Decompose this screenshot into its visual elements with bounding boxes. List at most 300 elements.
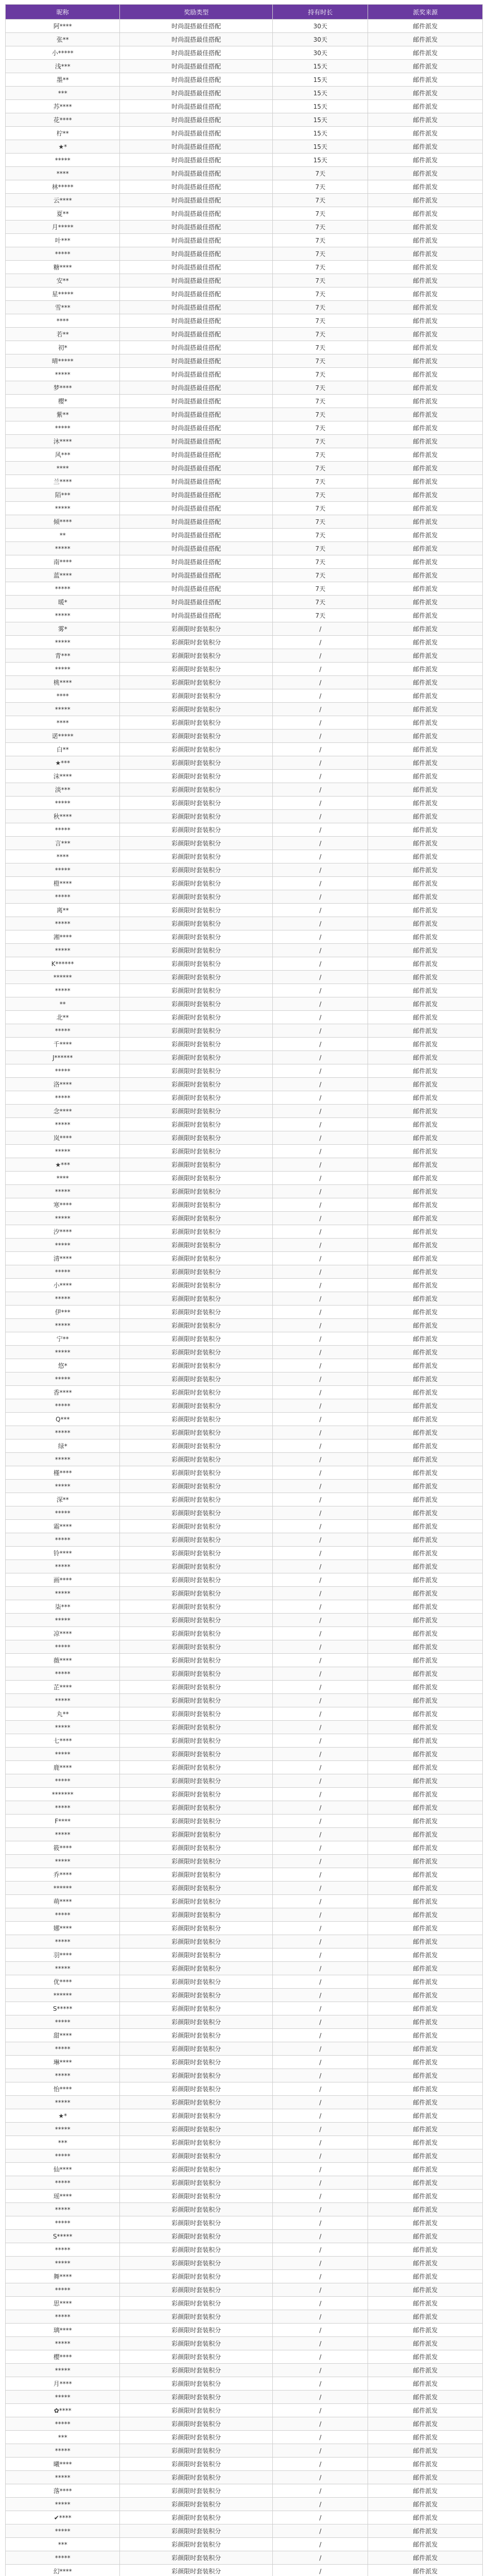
cell-reward-type: 彩颜限时套装积分	[120, 2458, 273, 2471]
cell-delivery: 邮件派发	[368, 1533, 483, 1547]
cell-duration: /	[273, 1774, 368, 1788]
cell-nickname: 暖*	[6, 596, 120, 609]
cell-reward-type: 彩颜限时套装积分	[120, 1453, 273, 1466]
cell-delivery: 邮件派发	[368, 1707, 483, 1721]
cell-delivery: 邮件派发	[368, 2029, 483, 2042]
cell-nickname: *****	[6, 1426, 120, 1439]
cell-nickname: *****	[6, 1292, 120, 1306]
cell-duration: /	[273, 1078, 368, 1091]
cell-duration: 15天	[273, 73, 368, 87]
table-row	[6, 1895, 483, 1908]
cell-delivery: 邮件派发	[368, 1627, 483, 1640]
cell-nickname: 芷****	[6, 1681, 120, 1694]
cell-duration: /	[273, 2458, 368, 2471]
cell-nickname: *****	[6, 2391, 120, 2404]
table-row	[6, 703, 483, 716]
cell-reward-type: 彩颜限时套装积分	[120, 1975, 273, 1989]
cell-reward-type: 彩颜限时套装积分	[120, 1855, 273, 1868]
reward-list-page	[5, 4, 483, 2576]
table-row	[6, 850, 483, 863]
cell-duration: /	[273, 810, 368, 823]
cell-delivery: 邮件派发	[368, 1882, 483, 1895]
table-row	[6, 1426, 483, 1439]
cell-delivery: 邮件派发	[368, 1212, 483, 1225]
table-row	[6, 2431, 483, 2444]
cell-delivery: 邮件派发	[368, 1989, 483, 2002]
cell-duration: /	[273, 2444, 368, 2458]
cell-nickname: 汐****	[6, 1225, 120, 1239]
cell-reward-type: 彩颜限时套装积分	[120, 1694, 273, 1707]
table-row	[6, 743, 483, 756]
cell-delivery: 邮件派发	[368, 2324, 483, 2337]
cell-delivery: 邮件派发	[368, 1225, 483, 1239]
cell-duration: /	[273, 971, 368, 984]
cell-nickname: *****	[6, 2069, 120, 2082]
cell-duration: /	[273, 1922, 368, 1935]
cell-reward-type: 彩颜限时套装积分	[120, 2444, 273, 2458]
cell-duration: /	[273, 2190, 368, 2203]
cell-duration: /	[273, 1828, 368, 1841]
cell-duration: /	[273, 770, 368, 783]
cell-nickname: 画****	[6, 1573, 120, 1587]
cell-nickname: 思****	[6, 2297, 120, 2310]
cell-duration: /	[273, 730, 368, 743]
table-row	[6, 73, 483, 87]
cell-nickname: ★***	[6, 1158, 120, 1172]
table-row	[6, 1011, 483, 1024]
cell-duration: /	[273, 1520, 368, 1533]
table-row	[6, 971, 483, 984]
table-row	[6, 180, 483, 194]
cell-duration: 7天	[273, 475, 368, 488]
table-row	[6, 2511, 483, 2524]
cell-delivery: 邮件派发	[368, 261, 483, 274]
table-row	[6, 2444, 483, 2458]
cell-delivery: 邮件派发	[368, 904, 483, 917]
cell-nickname: 曦****	[6, 2458, 120, 2471]
cell-reward-type: 时尚混搭最佳搭配	[120, 207, 273, 221]
cell-duration: /	[273, 2404, 368, 2417]
table-row	[6, 381, 483, 395]
table-row	[6, 1560, 483, 1573]
table-row	[6, 1935, 483, 1948]
cell-reward-type: 时尚混搭最佳搭配	[120, 234, 273, 247]
table-row	[6, 1480, 483, 1493]
table-row	[6, 1185, 483, 1198]
cell-nickname: 铃****	[6, 1547, 120, 1560]
cell-delivery: 邮件派发	[368, 2297, 483, 2310]
table-row	[6, 863, 483, 877]
cell-delivery: 邮件派发	[368, 1051, 483, 1064]
cell-nickname: *****	[6, 2417, 120, 2431]
cell-duration: 7天	[273, 328, 368, 341]
cell-nickname: 叶***	[6, 234, 120, 247]
cell-duration: /	[273, 823, 368, 837]
cell-reward-type: 彩颜限时套装积分	[120, 1011, 273, 1024]
cell-delivery: 邮件派发	[368, 2458, 483, 2471]
cell-duration: /	[273, 2310, 368, 2324]
cell-delivery: 邮件派发	[368, 1064, 483, 1078]
cell-nickname: *****	[6, 2364, 120, 2377]
cell-delivery: 邮件派发	[368, 1439, 483, 1453]
cell-duration: /	[273, 676, 368, 689]
cell-nickname: 倾****	[6, 515, 120, 529]
cell-reward-type: 彩颜限时套装积分	[120, 823, 273, 837]
cell-nickname: ✿****	[6, 2404, 120, 2417]
cell-delivery: 邮件派发	[368, 1453, 483, 1466]
cell-delivery: 邮件派发	[368, 435, 483, 448]
cell-duration: /	[273, 796, 368, 810]
cell-duration: /	[273, 743, 368, 756]
cell-duration: 7天	[273, 247, 368, 261]
cell-reward-type: 彩颜限时套装积分	[120, 2257, 273, 2270]
cell-nickname: 初*	[6, 341, 120, 354]
cell-delivery: 邮件派发	[368, 716, 483, 730]
cell-delivery: 邮件派发	[368, 1828, 483, 1841]
cell-nickname: 舞****	[6, 2270, 120, 2283]
cell-reward-type: 彩颜限时套装积分	[120, 1748, 273, 1761]
table-row	[6, 247, 483, 261]
cell-reward-type: 彩颜限时套装积分	[120, 783, 273, 796]
cell-delivery: 邮件派发	[368, 1841, 483, 1855]
cell-delivery: 邮件派发	[368, 1158, 483, 1172]
cell-delivery: 邮件派发	[368, 930, 483, 944]
cell-duration: /	[273, 1158, 368, 1172]
cell-delivery: 邮件派发	[368, 609, 483, 622]
cell-reward-type: 时尚混搭最佳搭配	[120, 194, 273, 207]
cell-duration: /	[273, 1145, 368, 1158]
cell-reward-type: 彩颜限时套装积分	[120, 2565, 273, 2576]
cell-reward-type: 彩颜限时套装积分	[120, 877, 273, 890]
table-row	[6, 1172, 483, 1185]
cell-reward-type: 彩颜限时套装积分	[120, 2270, 273, 2283]
cell-reward-type: 彩颜限时套装积分	[120, 622, 273, 636]
cell-nickname: ****	[6, 716, 120, 730]
cell-duration: 7天	[273, 314, 368, 328]
cell-nickname: *****	[6, 1453, 120, 1466]
cell-reward-type: 彩颜限时套装积分	[120, 2431, 273, 2444]
table-row	[6, 1265, 483, 1279]
cell-reward-type: 彩颜限时套装积分	[120, 2324, 273, 2337]
table-row	[6, 1279, 483, 1292]
cell-reward-type: 彩颜限时套装积分	[120, 917, 273, 930]
cell-reward-type: 彩颜限时套装积分	[120, 2042, 273, 2056]
cell-duration: 7天	[273, 341, 368, 354]
cell-delivery: 邮件派发	[368, 837, 483, 850]
table-row	[6, 408, 483, 421]
table-row	[6, 890, 483, 904]
table-row	[6, 1922, 483, 1935]
table-row	[6, 2270, 483, 2283]
cell-nickname: *****	[6, 2216, 120, 2230]
cell-nickname: 蓝****	[6, 569, 120, 582]
cell-delivery: 邮件派发	[368, 622, 483, 636]
cell-nickname: 羽****	[6, 1948, 120, 1962]
cell-nickname: *****	[6, 1118, 120, 1131]
table-row	[6, 1466, 483, 1480]
cell-duration: /	[273, 689, 368, 703]
cell-nickname: 淡***	[6, 783, 120, 796]
cell-reward-type: 彩颜限时套装积分	[120, 2056, 273, 2069]
cell-reward-type: 彩颜限时套装积分	[120, 1788, 273, 1801]
cell-delivery: 邮件派发	[368, 2109, 483, 2123]
table-row	[6, 756, 483, 770]
table-row	[6, 2190, 483, 2203]
cell-duration: 7天	[273, 301, 368, 314]
cell-nickname: 千****	[6, 1038, 120, 1051]
cell-reward-type: 彩颜限时套装积分	[120, 1721, 273, 1734]
table-row	[6, 1346, 483, 1359]
cell-reward-type: 彩颜限时套装积分	[120, 1573, 273, 1587]
cell-reward-type: 彩颜限时套装积分	[120, 1386, 273, 1399]
cell-nickname: 岚****	[6, 1131, 120, 1145]
cell-delivery: 邮件派发	[368, 1975, 483, 1989]
table-row	[6, 796, 483, 810]
cell-nickname: 悠*	[6, 1359, 120, 1372]
cell-duration: /	[273, 2538, 368, 2551]
cell-delivery: 邮件派发	[368, 1801, 483, 1815]
cell-nickname: *****	[6, 1774, 120, 1788]
cell-duration: /	[273, 1319, 368, 1332]
cell-reward-type: 彩颜限时套装积分	[120, 2190, 273, 2203]
table-row	[6, 1024, 483, 1038]
cell-reward-type: 彩颜限时套装积分	[120, 1587, 273, 1600]
cell-nickname: *****	[6, 2096, 120, 2109]
cell-nickname: 寒****	[6, 1198, 120, 1212]
cell-duration: 30天	[273, 20, 368, 33]
table-row	[6, 2524, 483, 2538]
cell-duration: /	[273, 2109, 368, 2123]
cell-duration: /	[273, 783, 368, 796]
cell-nickname: *****	[6, 2042, 120, 2056]
cell-reward-type: 彩颜限时套装积分	[120, 796, 273, 810]
table-row	[6, 2377, 483, 2391]
cell-nickname: *****	[6, 796, 120, 810]
table-row	[6, 1212, 483, 1225]
cell-nickname: *****	[6, 2524, 120, 2538]
cell-delivery: 邮件派发	[368, 1319, 483, 1332]
cell-delivery: 邮件派发	[368, 1948, 483, 1962]
cell-duration: /	[273, 1453, 368, 1466]
table-row	[6, 622, 483, 636]
cell-duration: 15天	[273, 127, 368, 140]
cell-delivery: 邮件派发	[368, 1761, 483, 1774]
cell-nickname: *****	[6, 1828, 120, 1841]
cell-reward-type: 彩颜限时套装积分	[120, 837, 273, 850]
table-row	[6, 287, 483, 301]
cell-nickname: ***	[6, 87, 120, 100]
table-row	[6, 1962, 483, 1975]
cell-delivery: 邮件派发	[368, 2404, 483, 2417]
cell-reward-type: 彩颜限时套装积分	[120, 1734, 273, 1748]
cell-delivery: 邮件派发	[368, 823, 483, 837]
table-row	[6, 1882, 483, 1895]
cell-nickname: *****	[6, 1908, 120, 1922]
cell-delivery: 邮件派发	[368, 2069, 483, 2082]
table-row	[6, 113, 483, 127]
cell-nickname: 幻****	[6, 2565, 120, 2576]
cell-reward-type: 彩颜限时套装积分	[120, 1399, 273, 1413]
cell-delivery: 邮件派发	[368, 341, 483, 354]
table-row	[6, 944, 483, 957]
cell-duration: /	[273, 2257, 368, 2270]
cell-delivery: 邮件派发	[368, 1105, 483, 1118]
cell-duration: 7天	[273, 582, 368, 596]
cell-reward-type: 彩颜限时套装积分	[120, 1145, 273, 1158]
cell-nickname: *****	[6, 823, 120, 837]
cell-reward-type: 彩颜限时套装积分	[120, 1158, 273, 1172]
cell-reward-type: 彩颜限时套装积分	[120, 1426, 273, 1439]
cell-reward-type: 时尚混搭最佳搭配	[120, 46, 273, 60]
cell-reward-type: 彩颜限时套装积分	[120, 1815, 273, 1828]
cell-nickname: 七****	[6, 1734, 120, 1748]
cell-delivery: 邮件派发	[368, 1895, 483, 1908]
cell-nickname: 萌****	[6, 1895, 120, 1908]
table-row	[6, 515, 483, 529]
cell-duration: /	[273, 1748, 368, 1761]
cell-delivery: 邮件派发	[368, 1332, 483, 1346]
cell-duration: /	[273, 984, 368, 997]
cell-nickname: ✔****	[6, 2511, 120, 2524]
cell-reward-type: 彩颜限时套装积分	[120, 1480, 273, 1493]
cell-duration: /	[273, 1506, 368, 1520]
cell-duration: /	[273, 1614, 368, 1627]
cell-nickname: 陌***	[6, 488, 120, 502]
cell-delivery: 邮件派发	[368, 2002, 483, 2015]
cell-delivery: 邮件派发	[368, 1172, 483, 1185]
table-row	[6, 783, 483, 796]
cell-delivery: 邮件派发	[368, 596, 483, 609]
cell-delivery: 邮件派发	[368, 421, 483, 435]
cell-nickname: 伊***	[6, 1306, 120, 1319]
cell-nickname: 薇****	[6, 1654, 120, 1667]
cell-duration: /	[273, 1975, 368, 1989]
table-row	[6, 2458, 483, 2471]
cell-duration: /	[273, 2176, 368, 2190]
table-row	[6, 1533, 483, 1547]
cell-nickname: 秋****	[6, 810, 120, 823]
cell-delivery: 邮件派发	[368, 1359, 483, 1372]
table-row	[6, 1413, 483, 1426]
table-row	[6, 716, 483, 730]
cell-duration: /	[273, 1600, 368, 1614]
cell-reward-type: 彩颜限时套装积分	[120, 863, 273, 877]
table-row	[6, 1815, 483, 1828]
cell-duration: 15天	[273, 60, 368, 73]
cell-delivery: 邮件派发	[368, 1721, 483, 1734]
cell-nickname: *****	[6, 1064, 120, 1078]
table-row	[6, 542, 483, 555]
cell-duration: /	[273, 1734, 368, 1748]
cell-nickname: 浅***	[6, 60, 120, 73]
cell-reward-type: 彩颜限时套装积分	[120, 2404, 273, 2417]
cell-delivery: 邮件派发	[368, 488, 483, 502]
cell-duration: /	[273, 944, 368, 957]
cell-duration: 7天	[273, 609, 368, 622]
cell-delivery: 邮件派发	[368, 2270, 483, 2283]
cell-duration: /	[273, 1332, 368, 1346]
cell-nickname: 梦****	[6, 381, 120, 395]
cell-nickname: *****	[6, 1024, 120, 1038]
cell-delivery: 邮件派发	[368, 140, 483, 154]
table-row	[6, 877, 483, 890]
cell-reward-type: 彩颜限时套装积分	[120, 1078, 273, 1091]
cell-delivery: 邮件派发	[368, 1078, 483, 1091]
cell-reward-type: 彩颜限时套装积分	[120, 2337, 273, 2350]
table-row	[6, 301, 483, 314]
cell-nickname: 樱****	[6, 2350, 120, 2364]
cell-duration: 7天	[273, 287, 368, 301]
cell-delivery: 邮件派发	[368, 502, 483, 515]
cell-delivery: 邮件派发	[368, 462, 483, 475]
cell-reward-type: 彩颜限时套装积分	[120, 2136, 273, 2149]
cell-reward-type: 彩颜限时套装积分	[120, 1600, 273, 1614]
table-row	[6, 529, 483, 542]
cell-reward-type: 彩颜限时套装积分	[120, 2123, 273, 2136]
cell-delivery: 邮件派发	[368, 743, 483, 756]
cell-nickname: 苏****	[6, 100, 120, 113]
cell-nickname: 落****	[6, 2484, 120, 2498]
cell-delivery: 邮件派发	[368, 2364, 483, 2377]
cell-reward-type: 彩颜限时套装积分	[120, 1198, 273, 1212]
cell-nickname: *****	[6, 2203, 120, 2216]
cell-reward-type: 时尚混搭最佳搭配	[120, 33, 273, 46]
table-row	[6, 810, 483, 823]
cell-nickname: *****	[6, 1855, 120, 1868]
table-row	[6, 2391, 483, 2404]
cell-delivery: 邮件派发	[368, 850, 483, 863]
cell-nickname: *****	[6, 1399, 120, 1413]
table-row	[6, 395, 483, 408]
cell-nickname: *****	[6, 1721, 120, 1734]
table-row	[6, 582, 483, 596]
cell-nickname: 洛****	[6, 1078, 120, 1091]
cell-duration: /	[273, 2029, 368, 2042]
cell-duration: /	[273, 1306, 368, 1319]
table-row	[6, 1493, 483, 1506]
cell-reward-type: 彩颜限时套装积分	[120, 2082, 273, 2096]
cell-duration: /	[273, 2216, 368, 2230]
cell-nickname: *****	[6, 2444, 120, 2458]
cell-duration: /	[273, 930, 368, 944]
cell-reward-type: 彩颜限时套装积分	[120, 2015, 273, 2029]
cell-delivery: 邮件派发	[368, 971, 483, 984]
cell-nickname: 深**	[6, 1493, 120, 1506]
cell-nickname: 绿*	[6, 1439, 120, 1453]
cell-nickname: 青***	[6, 649, 120, 663]
cell-delivery: 邮件派发	[368, 301, 483, 314]
cell-nickname: *****	[6, 1748, 120, 1761]
table-row	[6, 2002, 483, 2015]
table-row	[6, 2324, 483, 2337]
cell-delivery: 邮件派发	[368, 2056, 483, 2069]
cell-nickname: 霜****	[6, 1520, 120, 1533]
cell-nickname: 槿****	[6, 1466, 120, 1480]
cell-reward-type: 彩颜限时套装积分	[120, 1922, 273, 1935]
cell-nickname: F****	[6, 1815, 120, 1828]
cell-delivery: 邮件派发	[368, 877, 483, 890]
cell-reward-type: 彩颜限时套装积分	[120, 2364, 273, 2377]
cell-delivery: 邮件派发	[368, 1788, 483, 1801]
cell-duration: /	[273, 1105, 368, 1118]
table-row	[6, 354, 483, 368]
cell-delivery: 邮件派发	[368, 542, 483, 555]
cell-duration: 7天	[273, 435, 368, 448]
cell-duration: 7天	[273, 462, 368, 475]
table-row	[6, 984, 483, 997]
cell-duration: /	[273, 2498, 368, 2511]
cell-nickname: 瑶****	[6, 2190, 120, 2203]
